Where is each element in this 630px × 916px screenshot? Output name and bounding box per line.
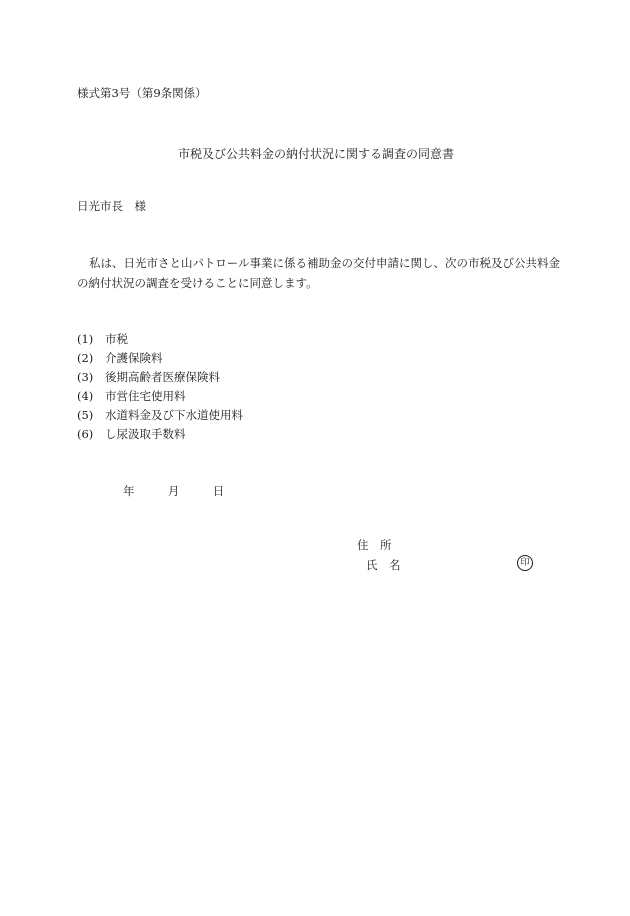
seal-mark: 印 [517, 555, 533, 571]
date-line [123, 483, 224, 499]
document-title: 市税及び公共料金の納付状況に関する調査の同意書 [178, 147, 455, 161]
list-item [77, 387, 243, 406]
item-number: (3) [77, 370, 94, 384]
item-number: (5) [77, 408, 94, 422]
list-item [77, 368, 243, 387]
item-label: し尿汲取手数料 [105, 427, 186, 441]
date-month-label: 月 [167, 484, 180, 498]
item-label: 介護保険料 [105, 351, 163, 365]
addressee: 日光市長 様 [77, 199, 146, 213]
item-label: 市税 [105, 332, 128, 346]
item-number: (1) [77, 332, 94, 346]
list-item [77, 349, 243, 368]
item-number: (4) [77, 389, 94, 403]
item-label: 市営住宅使用料 [105, 389, 186, 403]
item-label: 水道料金及び下水道使用料 [105, 408, 243, 422]
list-item [77, 406, 243, 425]
item-label: 後期高齢者医療保険料 [105, 370, 220, 384]
fee-item-list [77, 330, 243, 444]
date-year-label: 年 [123, 484, 135, 498]
consent-body-text: 私は、日光市さと山パトロール事業に係る補助金の交付申請に関し、次の市税及び公共料金の納付状況の調査を受けることに同意します。 [77, 256, 561, 290]
form-number: 様式第3号（第9条関係） [77, 86, 207, 100]
list-item [77, 425, 243, 444]
list-item [77, 330, 243, 349]
date-day-label: 日 [212, 484, 225, 498]
item-number: (6) [77, 427, 94, 441]
name-label: 氏 名 [366, 558, 401, 572]
item-number: (2) [77, 351, 94, 365]
address-label: 住 所 [357, 538, 392, 552]
